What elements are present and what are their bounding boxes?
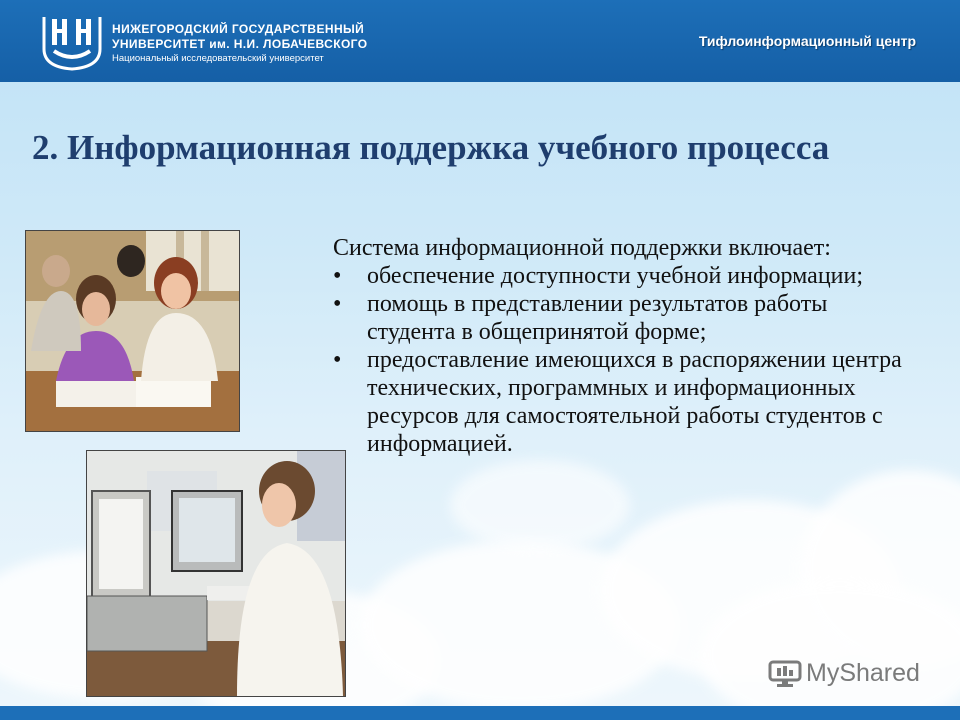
university-name [112,22,367,66]
university-logo-icon [40,13,104,71]
bullet-icon: • [333,263,342,289]
slide-body [333,234,903,458]
bullet-icon: • [333,347,342,373]
list-item-text: помощь в представлении результатов работы студента в общепринятой форме; [367,291,828,345]
university-name-line1: НИЖЕГОРОДСКИЙ ГОСУДАРСТВЕННЫЙ [112,22,365,36]
list-item [333,346,903,458]
slide-title: 2. Информационная поддержка учебного процесса [32,128,830,167]
student-at-computer-photo [86,450,346,697]
myshared-logo-icon [768,658,802,688]
center-name: Тифлоинформационный центр [698,33,916,49]
bullet-icon: • [333,291,342,317]
header-bar [0,0,960,82]
watermark-text: MyShared [806,658,920,687]
university-subtitle: Национальный исследовательский университет [112,53,324,64]
university-name-line2: УНИВЕРСИТЕТ им. Н.И. ЛОБАЧЕВСКОГО [112,37,368,51]
list-item [333,262,903,290]
list-item-text: обеспечение доступности учебной информации; [367,263,864,289]
list-item [333,290,903,346]
students-reading-photo [25,230,240,432]
footer-bar [0,706,960,720]
intro-text: Система информационной поддержки включает: [333,235,831,261]
myshared-watermark[interactable] [768,658,920,688]
list-item-text: предоставление имеющихся в распоряжении центра технических, программных и информационных ресурсов для самостоятельной работы студентов с информацией. [367,347,902,457]
